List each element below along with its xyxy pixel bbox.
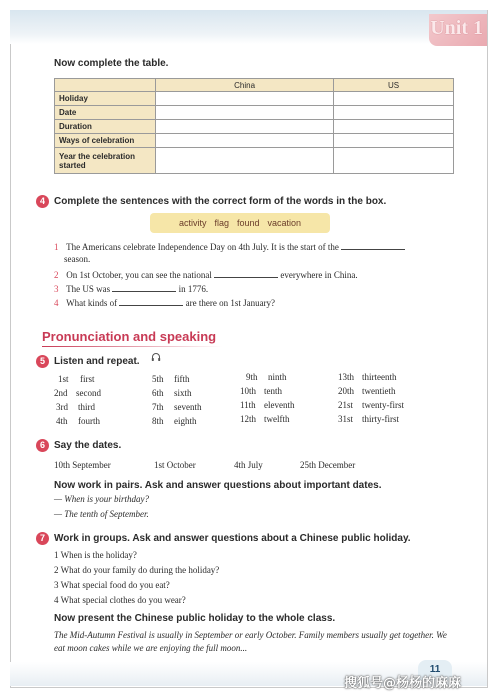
- ordinal-number: 5th: [152, 374, 164, 384]
- table-cell-input[interactable]: [156, 120, 334, 134]
- sentence-text-after: in 1776.: [178, 284, 209, 294]
- ordinal-word: fourth: [78, 416, 100, 426]
- sentence-number: 2: [54, 270, 59, 280]
- sentence-text: What kinds of: [66, 298, 118, 308]
- question-number: 2: [54, 565, 59, 575]
- ordinal-item: [152, 374, 190, 384]
- exercise-number-badge: 5: [36, 355, 49, 368]
- question-number: 4: [54, 595, 59, 605]
- ordinal-number: 4th: [56, 416, 68, 426]
- exercise-7-instruction: Work in groups. Ask and answer questions about a Chinese public holiday.: [54, 533, 411, 544]
- ordinal-item: [54, 388, 101, 398]
- ordinal-item: [338, 414, 399, 424]
- table-row-header: Ways of celebration: [55, 134, 156, 148]
- answer-blank[interactable]: [112, 282, 176, 292]
- word-box-item: flag: [214, 218, 229, 228]
- watermark: 搜狐号@杨杨的麻麻: [344, 676, 462, 691]
- top-band: [10, 10, 487, 44]
- answer-blank[interactable]: [119, 296, 183, 306]
- table-row: [55, 134, 454, 148]
- table-row-header: Date: [55, 106, 156, 120]
- ordinal-item: [338, 372, 397, 382]
- ordinal-word: fifth: [174, 374, 190, 384]
- ordinal-number: 8th: [152, 416, 164, 426]
- question-text: What special food do you eat?: [60, 580, 170, 590]
- ordinal-item: [58, 374, 95, 384]
- table-row: [55, 148, 454, 174]
- table-cell-input[interactable]: [334, 92, 454, 106]
- ordinal-item: [152, 402, 202, 412]
- ordinal-item: [56, 416, 100, 426]
- ordinal-word: eleventh: [264, 400, 295, 410]
- example-paragraph: The Mid-Autumn Festival is usually in September or early October. Family members usually get together. We eat moon cakes while we are enjoying the full moon...: [54, 630, 447, 653]
- question-item: [54, 595, 186, 605]
- question-text: What do your family do during the holiday?: [60, 565, 220, 575]
- pair-instruction: Now work in pairs. Ask and answer questions about important dates.: [54, 480, 382, 491]
- ordinal-item: [338, 386, 396, 396]
- question-number: 3: [54, 580, 59, 590]
- ordinal-word: first: [80, 374, 95, 384]
- sentence-number: 1: [54, 242, 59, 252]
- table-row-header: Duration: [55, 120, 156, 134]
- table-cell-input[interactable]: [334, 106, 454, 120]
- sentence-1-continued: season.: [64, 254, 91, 264]
- table-row: [55, 120, 454, 134]
- ordinal-number: 2nd: [54, 388, 68, 398]
- date-item: 10th September: [54, 460, 111, 470]
- section-title: Pronunciation and speaking: [42, 329, 217, 344]
- ordinal-item: [152, 388, 192, 398]
- section-rule: [42, 346, 222, 347]
- table-col-china: China: [156, 79, 334, 92]
- question-number: 1: [54, 550, 59, 560]
- table-col-us: US: [334, 79, 454, 92]
- table-corner: [55, 79, 156, 92]
- ordinal-number: 6th: [152, 388, 164, 398]
- sentence-text: The Americans celebrate Independence Day on 4th July. It is the start of the: [66, 242, 339, 252]
- table-row-header: Year the celebration started: [55, 148, 156, 174]
- question-item: [54, 550, 137, 560]
- exercise-number-badge: 7: [36, 532, 49, 545]
- exercise-4-instruction: Complete the sentences with the correct form of the words in the box.: [54, 196, 387, 207]
- question-text: What special clothes do you wear?: [60, 595, 186, 605]
- word-box-item: found: [236, 218, 260, 228]
- present-instruction: Now present the Chinese public holiday to the whole class.: [54, 613, 336, 624]
- ordinal-number: 13th: [338, 372, 355, 382]
- sentence-text: The US was: [66, 284, 111, 294]
- ordinal-number: 20th: [338, 386, 355, 396]
- table-header-row: [55, 79, 454, 92]
- ordinal-number: 3rd: [56, 402, 68, 412]
- word-box-item: activity: [178, 218, 207, 228]
- table-cell-input[interactable]: [156, 134, 334, 148]
- ordinal-number: 11th: [240, 400, 256, 410]
- exercise-6-instruction: Say the dates.: [54, 440, 122, 451]
- ordinal-item: [152, 416, 197, 426]
- ordinal-word: twentieth: [362, 386, 396, 396]
- ordinal-number: 10th: [240, 386, 257, 396]
- answer-blank[interactable]: [214, 268, 278, 278]
- table-row-header: Holiday: [55, 92, 156, 106]
- ordinal-word: twelfth: [264, 414, 290, 424]
- sentence-number: 4: [54, 298, 59, 308]
- ordinal-item: [240, 400, 295, 410]
- answer-blank[interactable]: [341, 240, 405, 250]
- headphone-icon[interactable]: [151, 352, 161, 362]
- ordinal-word: tenth: [264, 386, 282, 396]
- sentence-text-after: everywhere in China.: [280, 270, 358, 280]
- ordinal-number: 31st: [338, 414, 354, 424]
- ordinal-word: thirty-first: [362, 414, 399, 424]
- sentence-text: On 1st October, you can see the national: [66, 270, 212, 280]
- sentence-text-after: are there on 1st January?: [185, 298, 276, 308]
- ordinal-item: [338, 400, 404, 410]
- ordinal-item: [246, 372, 287, 382]
- question-item: [54, 565, 219, 575]
- table-row: [55, 106, 454, 120]
- ordinal-word: eighth: [174, 416, 197, 426]
- exercise-5-instruction: Listen and repeat.: [54, 356, 140, 367]
- date-item: 1st October: [154, 460, 196, 470]
- holiday-table: [54, 78, 454, 174]
- ordinal-number: 9th: [246, 372, 258, 382]
- table-cell-input[interactable]: [334, 120, 454, 134]
- ordinal-word: seventh: [174, 402, 202, 412]
- page-number: 11: [418, 660, 452, 680]
- ordinal-word: ninth: [268, 372, 287, 382]
- date-item: 4th July: [234, 460, 263, 470]
- table-cell-input[interactable]: [156, 106, 334, 120]
- table-instruction: Now complete the table.: [54, 58, 169, 69]
- question-text: When is the holiday?: [60, 550, 137, 560]
- word-box-item: vacation: [267, 218, 302, 228]
- ordinal-item: [56, 402, 95, 412]
- ordinal-word: third: [78, 402, 95, 412]
- word-box: [150, 213, 330, 233]
- ordinal-word: second: [76, 388, 101, 398]
- exercise-number-badge: 6: [36, 439, 49, 452]
- sentence-2: [54, 268, 358, 280]
- question-item: [54, 580, 170, 590]
- table-cell-input[interactable]: [334, 134, 454, 148]
- table-cell-input[interactable]: [156, 92, 334, 106]
- sentence-1: [54, 240, 405, 252]
- sentence-3: [54, 282, 208, 294]
- ordinal-item: [240, 414, 290, 424]
- date-item: 25th December: [300, 460, 356, 470]
- ordinal-number: 12th: [240, 414, 257, 424]
- table-row: [55, 92, 454, 106]
- dialogue-line: — The tenth of September.: [54, 509, 149, 519]
- ordinal-number: 7th: [152, 402, 164, 412]
- unit-label: Unit 1: [430, 17, 483, 39]
- sentence-4: [54, 296, 275, 308]
- sentence-number: 3: [54, 284, 59, 294]
- table-cell-input[interactable]: [156, 148, 334, 174]
- dialogue-line: — When is your birthday?: [54, 494, 149, 504]
- exercise-number-badge: 4: [36, 195, 49, 208]
- ordinal-word: sixth: [174, 388, 192, 398]
- ordinal-word: thirteenth: [362, 372, 397, 382]
- ordinal-number: 1st: [58, 374, 69, 384]
- ordinal-word: twenty-first: [362, 400, 404, 410]
- ordinal-number: 21st: [338, 400, 354, 410]
- ordinal-item: [240, 386, 282, 396]
- table-cell-input[interactable]: [334, 148, 454, 174]
